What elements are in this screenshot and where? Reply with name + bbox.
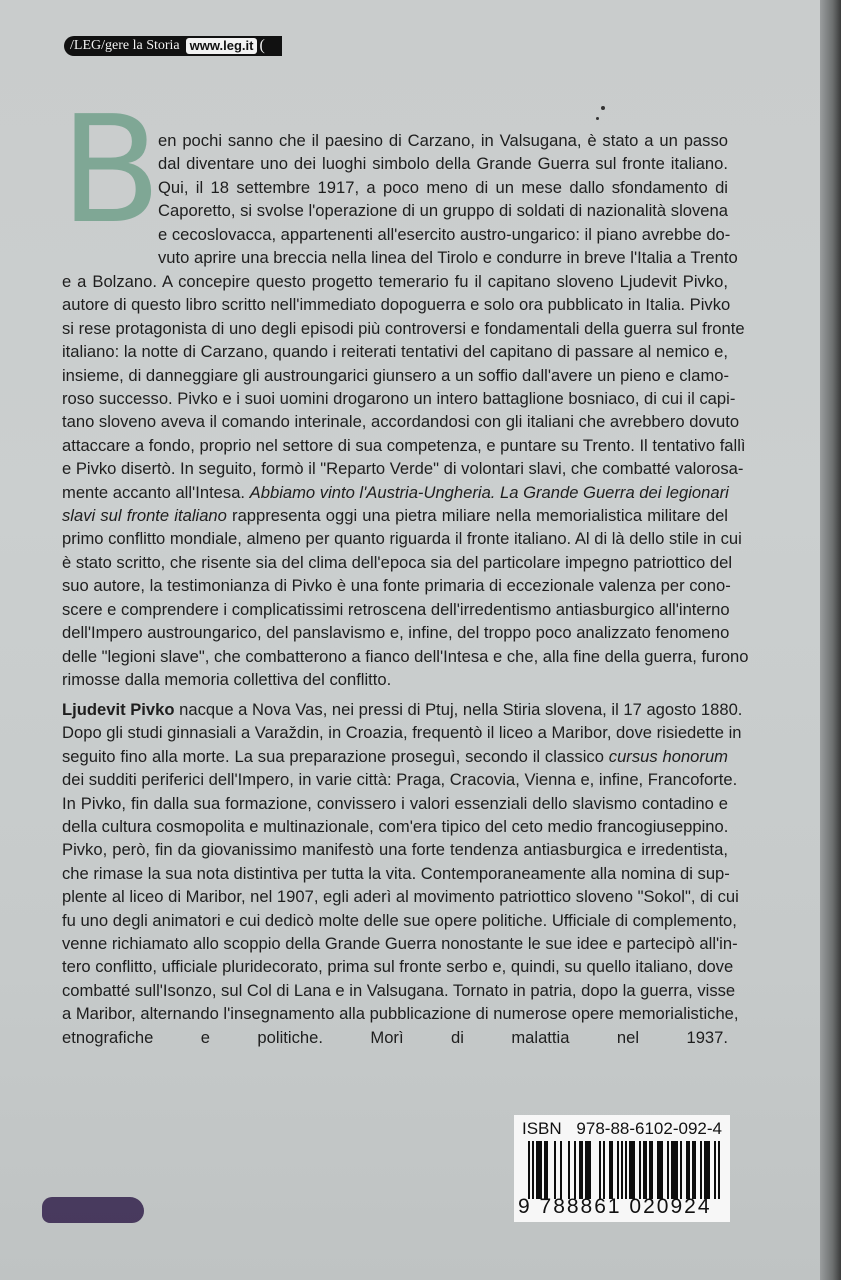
text-line: roso successo. Pivko e i suoi uomini drogarono un intero battaglione bosniaco, di cui il capi- [62, 389, 736, 409]
paragraph-intro-bottom [62, 270, 749, 691]
barcode-bar [688, 1141, 690, 1199]
text-line: tano sloveno aveva il comando interinale, accordandosi con gli italiani che avrebbero dovuto [62, 412, 740, 432]
barcode-bar [589, 1141, 591, 1199]
print-speck [596, 117, 599, 120]
book-title: Abbiamo vinto l'Austria-Ungheria. La Grande Guerra dei legionari [249, 482, 729, 502]
barcode-number: 9 788861 020924 [518, 1195, 712, 1218]
logo-bracket-icon: ( [259, 37, 265, 54]
text-line: italiano: la notte di Carzano, quando i reiterati tentativi del capitano di passare al nemico e, [62, 342, 728, 362]
text-line: dell'Impero austroungarico, del panslavismo e, infine, del troppo poco analizzato fenomeno [62, 623, 730, 643]
print-speck [601, 106, 605, 110]
text-fragment: nacque a Nova Vas, nei pressi di Ptuj, nella Stiria slovena, il 17 agosto 1880. [174, 700, 743, 719]
text-line: dal diventare uno dei luoghi simbolo della Grande Guerra sul fronte italiano. [158, 154, 728, 174]
text-line: fu uno degli animatori e cui dedicò molte delle sue opere politiche. Ufficiale di complemento, [62, 910, 737, 930]
barcode-bar [694, 1141, 696, 1199]
barcode-bar [714, 1141, 716, 1199]
barcode-bar [676, 1141, 678, 1199]
barcode-bar [639, 1141, 641, 1199]
barcode-bar [625, 1141, 627, 1199]
text-line: In Pivko, fin dalla sua formazione, convissero i valori essenziali dello slavismo contadino e [62, 793, 728, 813]
barcode-bar [617, 1141, 619, 1199]
text-line: venne richiamato allo scoppio della Grande Guerra nonostante le sue idee e partecipò all'in- [62, 934, 738, 954]
barcode-bar [574, 1141, 576, 1199]
text-line: Caporetto, si svolse l'operazione di un gruppo di soldati di nazionalità slovena [158, 201, 728, 221]
text-line: dei sudditi periferici dell'Impero, in varie città: Praga, Cracovia, Vienna e, infine, Francoforte. [62, 770, 738, 790]
barcode-bars [528, 1141, 720, 1199]
text-line: etnografiche e politiche. Morì di malattia nel 1937. [62, 1027, 728, 1047]
text-line: suo autore, la testimonianza di Pivko è una fonte primaria di eccezionale valenza per cono- [62, 576, 731, 596]
text-line: Dopo gli studi ginnasiali a Varaždin, in Croazia, frequentò il liceo a Maribor, dove risiedette in [62, 723, 742, 743]
text-line: combatté sull'Isonzo, sul Col di Lana e in Valsugana. Tornato in patria, dopo la guerra, visse [62, 980, 736, 1000]
price-sticker [42, 1197, 144, 1223]
text-line: Pivko, però, fin da giovanissimo manifestò una forte tendenza antiasburgica e irredentista, [62, 840, 728, 860]
barcode-bar [700, 1141, 702, 1199]
paragraph-intro-top [158, 129, 738, 269]
barcode-bar [560, 1141, 562, 1199]
italic-term: cursus honorum [608, 746, 728, 766]
text-line: e Pivko disertò. In seguito, formò il "Reparto Verde" di volontari slavi, che combatté valorosa- [62, 459, 744, 479]
text-line: attaccare a fondo, proprio nel settore di sua competenza, e puntare su Trento. Il tentativo fallì [62, 435, 746, 455]
isbn-barcode [514, 1115, 730, 1222]
barcode-bar [532, 1141, 534, 1199]
text-line-with-author [62, 698, 743, 721]
drop-cap: B [60, 84, 162, 256]
barcode-bar [568, 1141, 570, 1199]
author-name: Ljudevit Pivko [62, 700, 175, 719]
barcode-bar [599, 1141, 601, 1199]
text-line-with-title [62, 504, 728, 527]
text-line: si rese protagonista di uno degli episodi più controversi e fondamentali della guerra sul fronte [62, 318, 745, 338]
text-line: rimosse dalla memoria collettiva del conflitto. [62, 669, 392, 689]
text-line-with-italic [62, 745, 728, 768]
publisher-brand: /LEG/gere la Storia [70, 38, 180, 53]
barcode-bar [680, 1141, 682, 1199]
text-line: della cultura cosmopolita e multinazionale, com'era tipico del ceto medio francogiuseppino. [62, 817, 729, 837]
text-line: autore di questo libro scritto nell'immediato dopoguerra e solo ora pubblicato in Italia. Pivko [62, 295, 731, 315]
paragraph-author-bio [62, 698, 743, 1049]
barcode-bar [546, 1141, 548, 1199]
barcode-bar [603, 1141, 605, 1199]
isbn-label: ISBN 978-88-6102-092-4 [522, 1119, 722, 1138]
text-line: tero conflitto, ufficiale pluridecorato, prima sul fronte serbo e, quindi, su quello italiano, dove [62, 957, 734, 977]
barcode-bar [528, 1141, 530, 1199]
barcode-bar [554, 1141, 556, 1199]
publisher-url: www.leg.it [186, 38, 258, 54]
text-line-with-title [62, 481, 728, 504]
text-line: Qui, il 18 settembre 1917, a poco meno di un mese dallo sfondamento di [158, 177, 728, 197]
barcode-bar [718, 1141, 720, 1199]
text-line: che rimase la sua nota distintiva per tutta la vita. Contemporaneamente alla nomina di sup- [62, 863, 730, 883]
text-fragment: rappresenta oggi una pietra miliare nella memorialistica militare del [226, 506, 728, 526]
barcode-bar [667, 1141, 669, 1199]
text-line: e cecoslovacca, appartenenti all'esercito austro-ungarico: il piano avrebbe do- [158, 224, 731, 244]
text-line: primo conflitto mondiale, almeno per quanto riguarda il fronte italiano. Al di là dello stile in cui [62, 529, 742, 549]
book-title-continued: slavi sul fronte italiano [62, 506, 227, 526]
barcode-bar [621, 1141, 623, 1199]
text-line: insieme, di danneggiare gli austroungarici giunsero a un soffio dall'avere un pieno e clamo- [62, 365, 730, 385]
text-line: e a Bolzano. A concepire questo progetto temerario fu il capitano sloveno Ljudevit Pivko, [62, 272, 728, 291]
text-fragment: mente accanto all'Intesa. [62, 482, 246, 502]
book-edge [820, 0, 841, 1280]
barcode-bar [633, 1141, 635, 1199]
barcode-bar [651, 1141, 653, 1199]
barcode-bar [708, 1141, 710, 1199]
text-line: vuto aprire una breccia nella linea del Tirolo e condurre in breve l'Italia a Trento [158, 248, 738, 268]
barcode-bar [540, 1141, 542, 1199]
publisher-logo [64, 36, 282, 56]
text-fragment: seguito fino alla morte. La sua preparazione proseguì, secondo il classico [62, 746, 609, 766]
barcode-bar [611, 1141, 613, 1199]
text-line: a Maribor, alternando l'insegnamento alla pubblicazione di numerose opere memorialistiche, [62, 1004, 739, 1024]
text-line: en pochi sanno che il paesino di Carzano, in Valsugana, è stato a un passo [158, 131, 728, 150]
barcode-bar [661, 1141, 663, 1199]
text-line: plente al liceo di Maribor, nel 1907, egli aderì al movimento patriottico sloveno "Sokol", di cui [62, 887, 739, 907]
barcode-bar [581, 1141, 583, 1199]
text-line: delle "legioni slave", che combatterono a fianco dell'Intesa e che, alla fine della guerra, furono [62, 646, 749, 666]
barcode-bar [645, 1141, 647, 1199]
text-line: scere e comprendere i complicatissimi retroscena dell'irredentismo antiasburgico all'interno [62, 599, 730, 619]
text-line: è stato scritto, che risente sia del clima dell'epoca sia del particolare impegno patriottico del [62, 552, 733, 572]
